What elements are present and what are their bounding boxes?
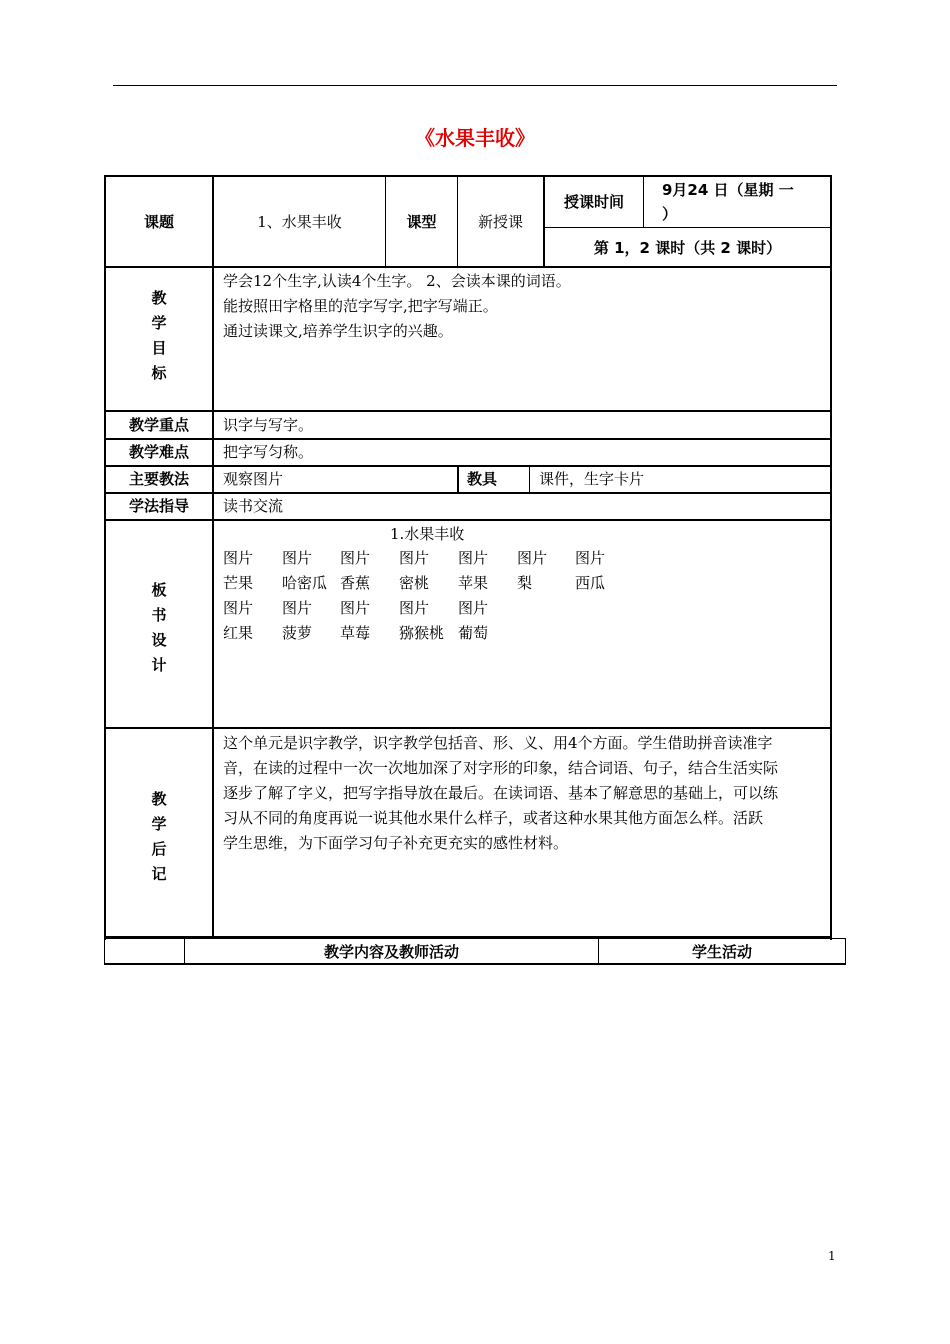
board-picture: 图片 — [517, 549, 548, 567]
board-picture: 图片 — [340, 599, 371, 617]
student-activity-header: 学生活动 — [691, 943, 752, 961]
fruit-name: 葡萄 — [458, 624, 489, 642]
board-picture: 图片 — [458, 599, 489, 617]
table-divider — [643, 175, 644, 227]
board-label-char: 板 — [151, 581, 167, 599]
method-value: 观察图片 — [223, 470, 284, 488]
goal-line: 通过读课文,培养学生识字的兴趣。 — [223, 322, 453, 340]
board-picture: 图片 — [399, 549, 430, 567]
fruit-name: 哈密瓜 — [282, 574, 328, 592]
table-divider — [104, 727, 832, 729]
page-title: 《水果丰收》 — [415, 126, 535, 150]
table-divider — [529, 465, 530, 494]
goals-label-char: 学 — [151, 314, 167, 332]
reflection-label-char: 记 — [151, 865, 167, 883]
board-label-char: 设 — [151, 631, 167, 649]
time-label: 授课时间 — [563, 193, 624, 211]
header-rule — [113, 85, 837, 86]
board-picture: 图片 — [340, 549, 371, 567]
reflection-line: 这个单元是识字教学，识字教学包括音、形、义、用4个方面。学生借助拼音读准字 — [223, 734, 773, 752]
fruit-name: 密桃 — [399, 574, 430, 592]
goals-content — [223, 269, 823, 344]
reflection-content — [223, 731, 830, 856]
board-label-char: 计 — [151, 656, 167, 674]
study-value: 读书交流 — [223, 497, 284, 515]
time-value — [662, 178, 830, 226]
table-border — [104, 938, 846, 939]
reflection-label-char: 教 — [151, 790, 167, 808]
study-label: 学法指导 — [128, 497, 189, 515]
reflection-line: 习从不同的角度再说一说其他水果什么样子，或者这种水果其他方面怎么样。活跃 — [223, 809, 764, 827]
fruit-name: 梨 — [517, 574, 533, 592]
table-border — [845, 938, 846, 965]
fruit-name: 香蕉 — [340, 574, 371, 592]
reflection-line: 音，在读的过程中一次一次地加深了对字形的印象，结合词语、句子，结合生活实际 — [223, 759, 779, 777]
board-picture: 图片 — [223, 599, 254, 617]
board-label-char: 书 — [151, 606, 167, 624]
fruit-name: 西瓜 — [575, 574, 606, 592]
table-divider — [104, 438, 832, 440]
difficulty-label: 教学难点 — [128, 443, 189, 461]
goals-label — [106, 286, 212, 386]
fruit-name: 芒果 — [223, 574, 254, 592]
fruit-name: 红果 — [223, 624, 254, 642]
reflection-line: 逐步了解了字义，把写字指导放在最后。在读词语、基本了解意思的基础上，可以练 — [223, 784, 779, 802]
time-value-line1: 9月24 日（星期 一 — [662, 181, 794, 199]
fruit-name: 草莓 — [340, 624, 371, 642]
board-heading: 1.水果丰收 — [390, 525, 465, 543]
goals-label-char: 教 — [151, 289, 167, 307]
tools-label: 教具 — [467, 470, 498, 488]
board-picture: 图片 — [282, 599, 313, 617]
table-divider — [104, 410, 832, 412]
board-picture: 图片 — [223, 549, 254, 567]
page-number: 1 — [828, 1249, 836, 1263]
topic-label: 课题 — [143, 213, 174, 231]
goals-label-char: 标 — [151, 364, 167, 382]
table-divider — [104, 492, 832, 494]
topic-value: 1、水果丰收 — [257, 213, 342, 231]
table-divider — [457, 465, 459, 494]
fruit-name: 菠萝 — [282, 624, 313, 642]
type-value: 新授课 — [477, 213, 523, 231]
table-divider — [543, 227, 832, 228]
reflection-label-char: 学 — [151, 815, 167, 833]
board-picture: 图片 — [399, 599, 430, 617]
reflection-label — [106, 787, 212, 887]
teacher-activity-header: 教学内容及教师活动 — [323, 943, 459, 961]
fruit-name: 苹果 — [458, 574, 489, 592]
board-picture: 图片 — [575, 549, 606, 567]
reflection-line: 学生思维，为下面学习句子补充更充实的感性材料。 — [223, 834, 569, 852]
type-label: 课型 — [406, 213, 437, 231]
fruit-name: 猕猴桃 — [399, 624, 445, 642]
table-divider — [212, 175, 214, 938]
goals-label-char: 目 — [151, 339, 167, 357]
table-divider — [104, 266, 832, 268]
difficulty-value: 把字写匀称。 — [223, 443, 314, 461]
key-point-value: 识字与写字。 — [223, 416, 314, 434]
board-label — [106, 578, 212, 678]
goal-line: 学会12个生字,认读4个生字。 2、会读本课的词语。 — [223, 272, 571, 290]
table-border — [104, 938, 105, 965]
period: 第 1，2 课时（共 2 课时） — [593, 239, 782, 257]
table-border — [830, 175, 832, 940]
reflection-label-char: 后 — [151, 840, 167, 858]
method-label: 主要教法 — [128, 470, 189, 488]
board-picture: 图片 — [282, 549, 313, 567]
key-point-label: 教学重点 — [128, 416, 189, 434]
board-picture: 图片 — [458, 549, 489, 567]
table-divider — [104, 519, 832, 521]
goal-line: 能按照田字格里的范字写字,把字写端正。 — [223, 297, 498, 315]
time-value-line2: ） — [662, 205, 678, 223]
tools-value: 课件，生字卡片 — [539, 470, 645, 488]
